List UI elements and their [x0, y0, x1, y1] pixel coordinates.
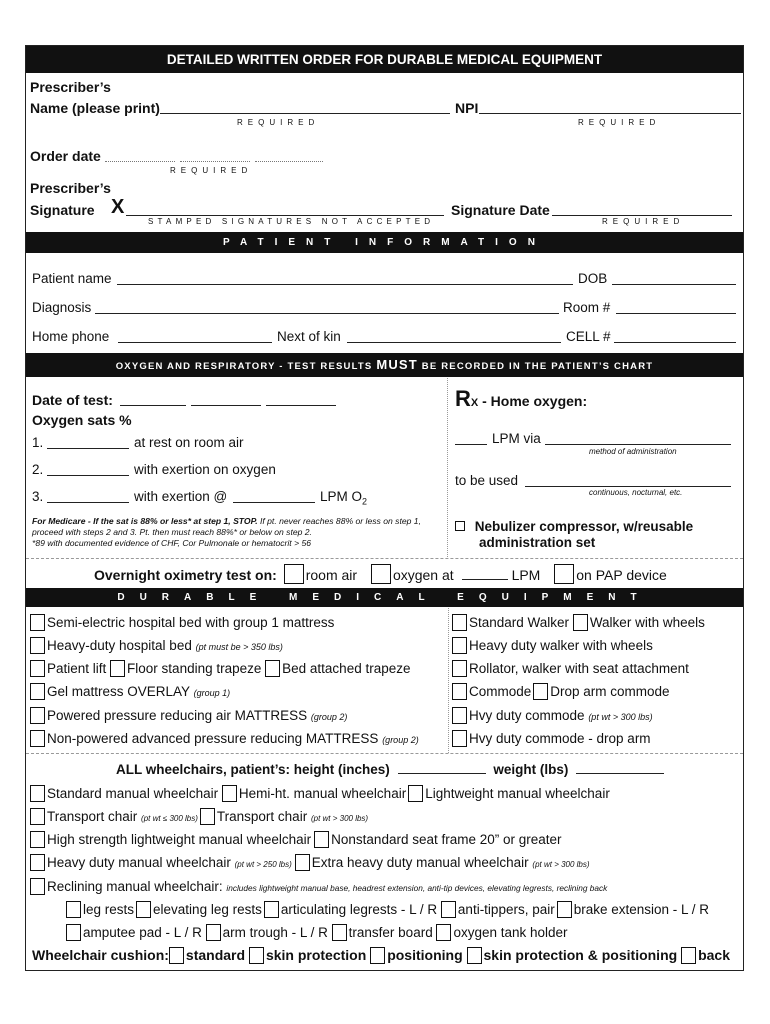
prescriber-label: Prescriber’s	[30, 79, 111, 95]
overnight-divider	[26, 558, 743, 559]
pap-device-checkbox[interactable]	[554, 564, 574, 584]
step2-number: 2.	[32, 462, 44, 477]
dme-header: DURABLE MEDICAL EQUIPMENT	[26, 588, 743, 607]
medicare-note-rest: If pt. never reaches 88% or less on step 1, proceed with steps 2 and 3. Pt. then must reach 88%* or below on step 2.	[32, 516, 421, 537]
next-of-kin-field[interactable]	[347, 342, 561, 343]
high-strength-checkbox[interactable]	[30, 831, 45, 848]
accessory-row-1: leg rests elevating leg rests articulating legrests - L / R anti-tippers, pair brake extension - L / R	[66, 901, 709, 918]
oxygen-at-checkbox[interactable]	[371, 564, 391, 584]
hvy-commode-checkbox[interactable]	[452, 707, 467, 724]
home-phone-field[interactable]	[118, 342, 272, 343]
step1-number: 1.	[32, 435, 44, 450]
nonstandard-seat-checkbox[interactable]	[314, 831, 329, 848]
high-strength-row: High strength lightweight manual wheelchair Nonstandard seat frame 20” or greater	[30, 831, 562, 848]
heavy-duty-bed-checkbox[interactable]	[30, 637, 45, 654]
rollator-option[interactable]: Rollator, walker with seat attachment	[452, 660, 689, 677]
floor-trapeze-checkbox[interactable]	[110, 660, 125, 677]
step3-number: 3.	[32, 489, 44, 504]
npi-required-note: REQUIRED	[578, 118, 661, 127]
gel-mattress-checkbox[interactable]	[30, 683, 45, 700]
overnight-lpm-field[interactable]	[462, 579, 508, 580]
standard-manual-checkbox[interactable]	[30, 785, 45, 802]
cushion-row: Wheelchair cushion: standard skin protection positioning skin protection & positioning back	[32, 947, 730, 963]
usage-caption: continuous, nocturnal, etc.	[589, 488, 683, 497]
dme-column-divider	[448, 608, 449, 753]
cushion-positioning-checkbox[interactable]	[370, 947, 385, 964]
oxygen-holder-checkbox[interactable]	[436, 924, 451, 941]
height-field[interactable]	[398, 773, 486, 774]
room-air-checkbox[interactable]	[284, 564, 304, 584]
transfer-board-checkbox[interactable]	[332, 924, 347, 941]
lightweight-checkbox[interactable]	[408, 785, 423, 802]
order-date-required-note: REQUIRED	[170, 166, 253, 175]
transport-chair-checkbox[interactable]	[30, 808, 45, 825]
brake-extension-checkbox[interactable]	[557, 901, 572, 918]
articulating-checkbox[interactable]	[264, 901, 279, 918]
step1-text: at rest on room air	[134, 435, 244, 450]
cushion-back-checkbox[interactable]	[681, 947, 696, 964]
lpm-via-label: LPM via	[492, 431, 541, 446]
cell-field[interactable]	[614, 342, 736, 343]
diagnosis-label: Diagnosis	[32, 300, 92, 315]
cell-label: CELL #	[566, 329, 611, 344]
oxygen-header-must: MUST	[376, 357, 418, 372]
oxygen-sats-label: Oxygen sats %	[32, 412, 132, 428]
test-date-year-field[interactable]	[266, 405, 336, 406]
rollator-checkbox[interactable]	[452, 660, 467, 677]
signature-date-field[interactable]	[552, 215, 732, 216]
amputee-pad-checkbox[interactable]	[66, 924, 81, 941]
home-phone-label: Home phone	[32, 329, 110, 344]
patient-info-header: PATIENT INFORMATION	[26, 232, 743, 253]
reclining-row: Reclining manual wheelchair: includes lightweight manual base, headrest extension, anti-tip devices, elevating legrests, reclining back	[30, 878, 607, 895]
transport-chair-row: Transport chair (pt wt ≤ 300 lbs) Transport chair (pt wt > 300 lbs)	[30, 808, 368, 825]
patient-name-label: Patient name	[32, 271, 112, 286]
patient-lift-checkbox[interactable]	[30, 660, 45, 677]
overnight-oximetry-row: Overnight oximetry test on: room air oxygen at LPM on PAP device	[94, 564, 667, 584]
signature-field[interactable]	[126, 215, 444, 216]
step3-unit: LPM $O_2$	[320, 489, 368, 507]
wheelchair-measurements-row: ALL wheelchairs, patient’s: height (inches) weight (lbs)	[116, 762, 664, 777]
elevating-leg-rests-checkbox[interactable]	[136, 901, 151, 918]
stamped-signature-note: STAMPED SIGNATURES NOT ACCEPTED	[148, 217, 435, 226]
oxygen-header-pre: OXYGEN AND RESPIRATORY - TEST RESULTS	[115, 361, 373, 372]
step2-text: with exertion on oxygen	[134, 462, 276, 477]
test-date-day-field[interactable]	[191, 405, 261, 406]
order-date-year-field[interactable]	[255, 161, 323, 162]
oxygen-column-divider	[447, 378, 448, 559]
step2-field[interactable]	[47, 475, 129, 476]
medicare-footnote: *89 with documented evidence of CHF, Cor Pulmonale or hematocrit > 56	[32, 538, 312, 548]
oxygen-header	[26, 353, 743, 377]
arm-trough-checkbox[interactable]	[206, 924, 221, 941]
walker-wheels-checkbox[interactable]	[573, 614, 588, 631]
semi-electric-bed-option[interactable]: Semi-electric hospital bed with group 1 mattress	[30, 614, 334, 631]
order-date-label: Order date	[30, 148, 101, 164]
npi-field[interactable]	[479, 113, 741, 114]
nonpowered-mattress-option[interactable]: Non-powered advanced pressure reducing MATTRESS (group 2)	[30, 730, 419, 747]
order-date-day-field[interactable]	[180, 161, 250, 162]
step3-lpm-field[interactable]	[233, 502, 315, 503]
step1-field[interactable]	[47, 448, 129, 449]
patient-name-field[interactable]	[117, 284, 573, 285]
form-title-bar: DETAILED WRITTEN ORDER FOR DURABLE MEDICAL EQUIPMENT	[26, 46, 743, 73]
name-required-note: REQUIRED	[237, 118, 320, 127]
wheelchair-divider	[26, 753, 743, 754]
cushion-standard-checkbox[interactable]	[169, 947, 184, 964]
patient-lift-row: Patient lift Floor standing trapeze Bed attached trapeze	[30, 660, 410, 677]
extra-heavy-checkbox[interactable]	[295, 854, 310, 871]
standard-walker-checkbox[interactable]	[452, 614, 467, 631]
heavy-duty-manual-checkbox[interactable]	[30, 854, 45, 871]
anti-tippers-checkbox[interactable]	[441, 901, 456, 918]
room-label: Room #	[563, 300, 611, 315]
diagnosis-field[interactable]	[95, 313, 559, 314]
hvy-commode-drop-option[interactable]: Hvy duty commode - drop arm	[452, 730, 651, 747]
room-field[interactable]	[616, 313, 736, 314]
signature-label: Signature	[30, 202, 95, 218]
nebulizer-option[interactable]: Nebulizer compressor, w/reusable	[455, 519, 693, 534]
powered-mattress-checkbox[interactable]	[30, 707, 45, 724]
usage-field[interactable]	[525, 486, 731, 487]
drop-arm-commode-checkbox[interactable]	[533, 683, 548, 700]
lpm-field[interactable]	[455, 444, 487, 445]
commode-row: Commode Drop arm commode	[452, 683, 670, 700]
order-date-month-field[interactable]	[105, 161, 175, 162]
walker-row: Standard Walker Walker with wheels	[452, 614, 705, 631]
oxygen-header-post: BE RECORDED IN THE PATIENT’S CHART	[421, 361, 654, 372]
cushion-skin-checkbox[interactable]	[249, 947, 264, 964]
hvy-commode-drop-checkbox[interactable]	[452, 730, 467, 747]
medicare-note	[32, 516, 446, 549]
bed-trapeze-checkbox[interactable]	[265, 660, 280, 677]
powered-mattress-option[interactable]: Powered pressure reducing air MATTRESS (group 2)	[30, 707, 347, 724]
manual-wheelchair-row: Standard manual wheelchair Hemi-ht. manual wheelchair Lightweight manual wheelchair	[30, 785, 610, 802]
signature-x-mark: X	[111, 196, 125, 218]
nebulizer-line2: administration set	[479, 535, 596, 550]
transport-chair-heavy-checkbox[interactable]	[200, 808, 215, 825]
dob-label: DOB	[578, 271, 608, 286]
commode-checkbox[interactable]	[452, 683, 467, 700]
prescriber-name-label: Name (please print)	[30, 100, 160, 116]
next-of-kin-label: Next of kin	[277, 329, 341, 344]
leg-rests-checkbox[interactable]	[66, 901, 81, 918]
step3-field[interactable]	[47, 502, 129, 503]
weight-field[interactable]	[576, 773, 664, 774]
signature-date-label: Signature Date	[451, 202, 550, 218]
npi-label: NPI	[455, 100, 479, 116]
hvy-commode-option[interactable]: Hvy duty commode (pt wt > 300 lbs)	[452, 707, 653, 724]
step3-text: with exertion @	[134, 489, 228, 504]
hemi-checkbox[interactable]	[222, 785, 237, 802]
medicare-note-bold: For Medicare - If the sat is 88% or less* at step 1, STOP.	[32, 516, 258, 526]
heavy-duty-bed-option[interactable]: Heavy-duty hospital bed (pt must be > 350 lbs)	[30, 637, 283, 654]
reclining-checkbox[interactable]	[30, 878, 45, 895]
method-field[interactable]	[545, 444, 731, 445]
gel-mattress-option[interactable]: Gel mattress OVERLAY (group 1)	[30, 683, 230, 700]
cushion-skin-pos-checkbox[interactable]	[467, 947, 482, 964]
heavy-walker-option[interactable]: Heavy duty walker with wheels	[452, 637, 653, 654]
accessory-row-2: amputee pad - L / R arm trough - L / R transfer board oxygen tank holder	[66, 924, 568, 941]
prescriber-label-2: Prescriber’s	[30, 180, 111, 196]
signature-date-required-note: REQUIRED	[602, 217, 685, 226]
heavy-walker-checkbox[interactable]	[452, 637, 467, 654]
test-date-month-field[interactable]	[120, 405, 186, 406]
semi-electric-bed-checkbox[interactable]	[30, 614, 45, 631]
method-caption: method of administration	[589, 447, 677, 456]
prescriber-name-field[interactable]	[160, 113, 450, 114]
rx-home-oxygen-label: RX - Home oxygen:	[455, 386, 588, 411]
dob-field[interactable]	[612, 284, 736, 285]
nebulizer-checkbox[interactable]	[455, 521, 465, 531]
date-of-test-label: Date of test:	[32, 392, 113, 408]
nonpowered-mattress-checkbox[interactable]	[30, 730, 45, 747]
to-be-used-label: to be used	[455, 473, 519, 488]
heavy-duty-manual-row: Heavy duty manual wheelchair (pt wt > 250 lbs) Extra heavy duty manual wheelchair (pt wt > 300 lbs)	[30, 854, 590, 871]
